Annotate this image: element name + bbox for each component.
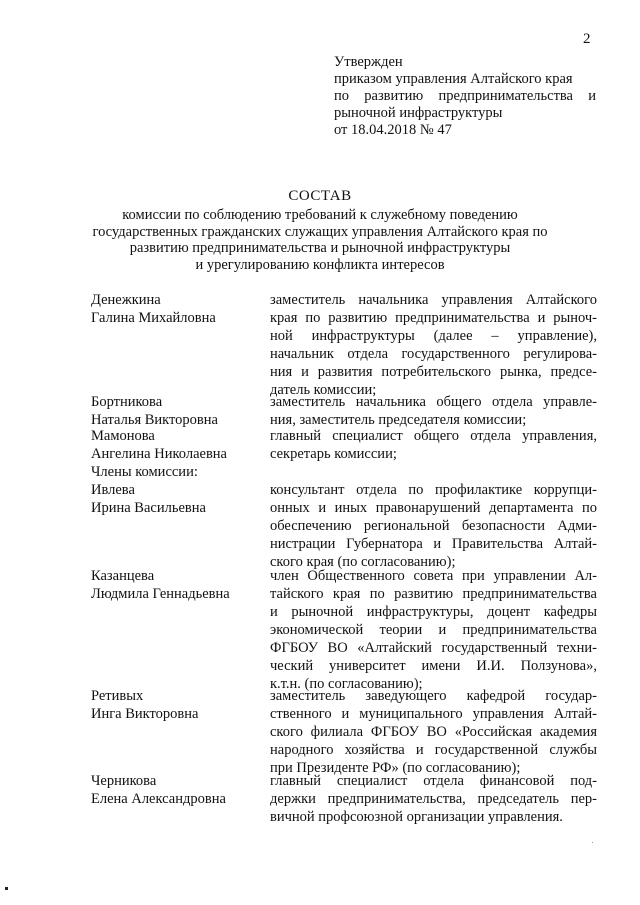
role-line: и рыночной инфраструктуры, доцент кафедры bbox=[270, 604, 597, 620]
member-name bbox=[91, 772, 261, 808]
member-role bbox=[270, 687, 597, 777]
member-given-names: Елена Александровна bbox=[91, 791, 226, 807]
member-role bbox=[270, 427, 597, 463]
subtitle-line: комиссии по соблюдению требований к служебному поведению bbox=[122, 207, 518, 223]
role-line: вичной профсоюзной организации управления. bbox=[270, 809, 563, 825]
member-surname: Ретивых bbox=[91, 688, 144, 704]
page-number: 2 bbox=[583, 31, 591, 47]
document-title: СОСТАВ bbox=[288, 188, 352, 204]
subtitle-line: государственных гражданских служащих управления Алтайского края по bbox=[92, 223, 548, 240]
member-surname: Черникова bbox=[91, 773, 157, 789]
role-line: нистрации Губернатора и Правительства Алтай- bbox=[270, 536, 597, 552]
member-surname: Казанцева bbox=[91, 568, 155, 584]
member-role bbox=[270, 772, 597, 826]
role-line: заместитель заведующего кафедрой государ- bbox=[270, 688, 597, 704]
role-line: ния и развития потребительского рынка, предсе- bbox=[270, 364, 597, 380]
member-role bbox=[270, 291, 597, 399]
role-line: главный специалист общего отдела управления, bbox=[270, 428, 597, 444]
role-line: при Президенте РФ» (по согласованию); bbox=[270, 760, 521, 776]
approval-block bbox=[334, 54, 596, 139]
approval-line: Утвержден bbox=[334, 54, 403, 70]
member-given-names: Наталья Викторовна bbox=[91, 412, 218, 428]
role-line: тайского края по развитию предпринимательства bbox=[270, 586, 597, 602]
approval-line: от 18.04.2018 № 47 bbox=[334, 122, 452, 138]
approval-line: по развитию предпринимательства и bbox=[334, 88, 596, 104]
member-name bbox=[91, 291, 261, 327]
role-line: ния, заместитель председателя комиссии; bbox=[270, 412, 527, 428]
scan-speck bbox=[592, 842, 593, 843]
role-line: заместитель начальника общего отдела управле- bbox=[270, 394, 597, 410]
member-name bbox=[91, 481, 261, 517]
document-subtitle bbox=[60, 207, 580, 273]
member-role bbox=[270, 481, 597, 571]
role-line: главный специалист отдела финансовой под- bbox=[270, 773, 597, 789]
role-line: обеспечению региональной безопасности Адми- bbox=[270, 518, 597, 534]
role-line: секретарь комиссии; bbox=[270, 446, 397, 462]
role-line: ского края (по согласованию); bbox=[270, 554, 456, 570]
role-line: ского филиала ФГБОУ ВО «Российская академия bbox=[270, 724, 597, 740]
role-line: края по развитию предпринимательства и рыноч- bbox=[270, 310, 597, 326]
member-given-names: Инга Викторовна bbox=[91, 706, 199, 722]
scan-margin-mark bbox=[5, 887, 8, 890]
member-surname: Бортникова bbox=[91, 394, 163, 410]
member-given-names: Людмила Геннадьевна bbox=[91, 586, 230, 602]
role-line: ФГБОУ ВО «Алтайский государственный техни- bbox=[270, 640, 597, 656]
member-given-names: Галина Михайловна bbox=[91, 310, 216, 326]
member-surname: Денежкина bbox=[91, 292, 161, 308]
approval-line: приказом управления Алтайского края bbox=[334, 71, 573, 87]
member-name bbox=[91, 393, 261, 429]
role-line: датель комиссии; bbox=[270, 382, 377, 398]
role-line: член Общественного совета при управлении Ал- bbox=[270, 568, 597, 584]
role-line: держки предпринимательства, председатель пер- bbox=[270, 791, 597, 807]
role-line: онных и иных правонарушений департамента по bbox=[270, 500, 597, 516]
member-name bbox=[91, 687, 261, 723]
member-surname: Мамонова bbox=[91, 428, 155, 444]
subtitle-line: и урегулированию конфликта интересов bbox=[195, 256, 445, 273]
member-name bbox=[91, 567, 261, 603]
role-line: народного хозяйства и государственной службы bbox=[270, 742, 597, 758]
approval-line: рыночной инфраструктуры bbox=[334, 105, 503, 121]
member-role bbox=[270, 567, 597, 693]
role-line: экономической теории и предпринимательства bbox=[270, 622, 597, 638]
role-line: заместитель начальника управления Алтайского bbox=[270, 292, 597, 308]
role-line: ственного и муниципального управления Алтай- bbox=[270, 706, 597, 722]
member-role bbox=[270, 393, 597, 429]
member-given-names: Ангелина Николаевна bbox=[91, 446, 227, 462]
role-line: начальник отдела государственного регулирова- bbox=[270, 346, 597, 362]
member-surname: Ивлева bbox=[91, 482, 135, 498]
member-name bbox=[91, 427, 261, 463]
members-section-label: Члены комиссии: bbox=[91, 464, 198, 480]
role-line: ной инфраструктуры (далее – управление), bbox=[270, 328, 597, 344]
member-given-names: Ирина Васильевна bbox=[91, 500, 206, 516]
role-line: консультант отдела по профилактике коррупци- bbox=[270, 482, 597, 498]
role-line: к.т.н. (по согласованию); bbox=[270, 676, 423, 692]
subtitle-line: развитию предпринимательства и рыночной инфраструктуры bbox=[129, 240, 511, 256]
role-line: ческий университет имени И.И. Ползунова», bbox=[270, 658, 597, 674]
